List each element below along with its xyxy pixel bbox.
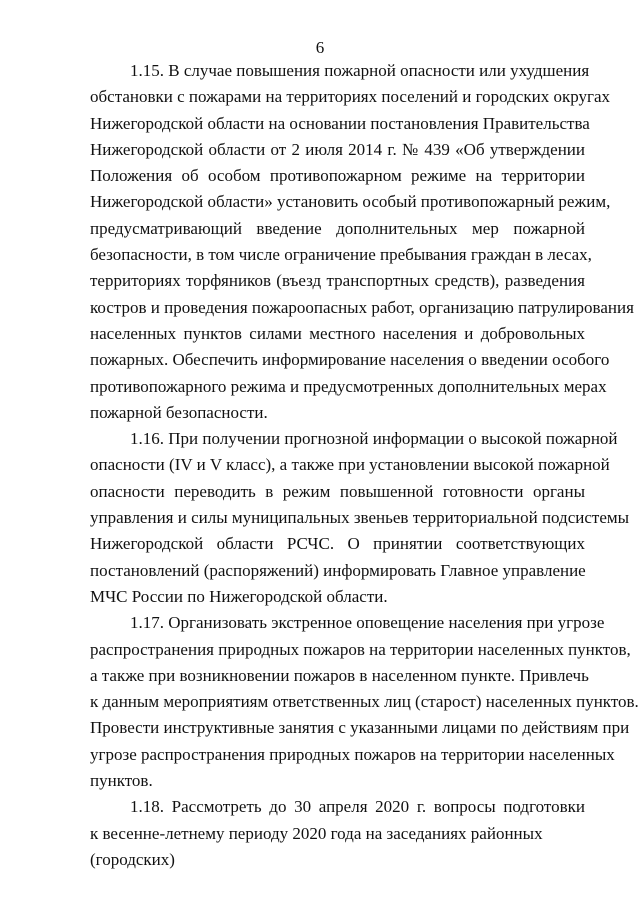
paragraph-line: Нижегородской области РСЧС. О принятии соответствующих [90,534,585,554]
paragraph-line: костров и проведения пожароопасных работ, организацию патрулирования [90,297,634,317]
paragraph-line: опасности (IV и V класс), а также при установлении высокой пожарной [90,455,610,475]
paragraph-line: безопасности, в том числе ограничение пребывания граждан в лесах, [90,245,592,265]
paragraph-line: Нижегородской области на основании постановления Правительства [90,113,590,133]
paragraph-line: Нижегородской области» установить особый противопожарный режим, [90,192,611,212]
page-number: 6 [315,38,325,57]
paragraph-line: Нижегородской области от 2 июля 2014 г. № 439 «Об утверждении [90,139,585,159]
paragraph-line: а также при возникновении пожаров в населенном пункте. Привлечь [90,665,589,685]
paragraph-line: угрозе распространения природных пожаров на территории населенных [90,744,615,764]
paragraph-line: МЧС России по Нижегородской области. [90,586,388,606]
paragraph-line: противопожарного режима и предусмотренных дополнительных мерах [90,376,607,396]
paragraph [90,794,585,873]
paragraph-line: Положения об особом противопожарном режиме на территории [90,166,585,186]
paragraph [90,610,639,794]
paragraph-line: предусматривающий введение дополнительных мер пожарной [90,218,585,238]
paragraph-line: опасности переводить в режим повышенной готовности органы [90,481,585,501]
paragraph [90,426,630,610]
document-body [90,58,639,873]
paragraph-line: пунктов. [90,771,153,791]
paragraph-line: населенных пунктов силами местного населения и добровольных [90,323,585,343]
paragraph-line: постановлений (распоряжений) информировать Главное управление [90,560,586,580]
paragraph-line: 1.18. Рассмотреть до 30 апреля 2020 г. вопросы подготовки [130,797,585,817]
paragraph-line: 1.16. При получении прогнозной информации о высокой пожарной [130,429,618,449]
paragraph-line: 1.17. Организовать экстренное оповещение населения при угрозе [130,613,605,633]
paragraph-line: к весенне-летнему периоду 2020 года на заседаниях районных (городских) [90,823,543,869]
paragraph-line: Провести инструктивные занятия с указанными лицами по действиям при [90,718,630,738]
paragraph-line: обстановки с пожарами на территориях поселений и городских округах [90,87,611,107]
paragraph-line: 1.15. В случае повышения пожарной опасности или ухудшения [130,61,590,80]
paragraph-line: распространения природных пожаров на территории населенных пунктов, [90,639,631,659]
paragraph-line: к данным мероприятиям ответственных лиц (старост) населенных пунктов. [90,692,639,712]
paragraph-line: пожарной безопасности. [90,402,268,422]
paragraph-line: пожарных. Обеспечить информирование населения о введении особого [90,350,610,370]
paragraph-line: управления и силы муниципальных звеньев территориальной подсистемы [90,508,630,528]
paragraph-line: территориях торфяников (въезд транспортных средств), разведения [90,271,585,291]
paragraph [90,58,634,426]
